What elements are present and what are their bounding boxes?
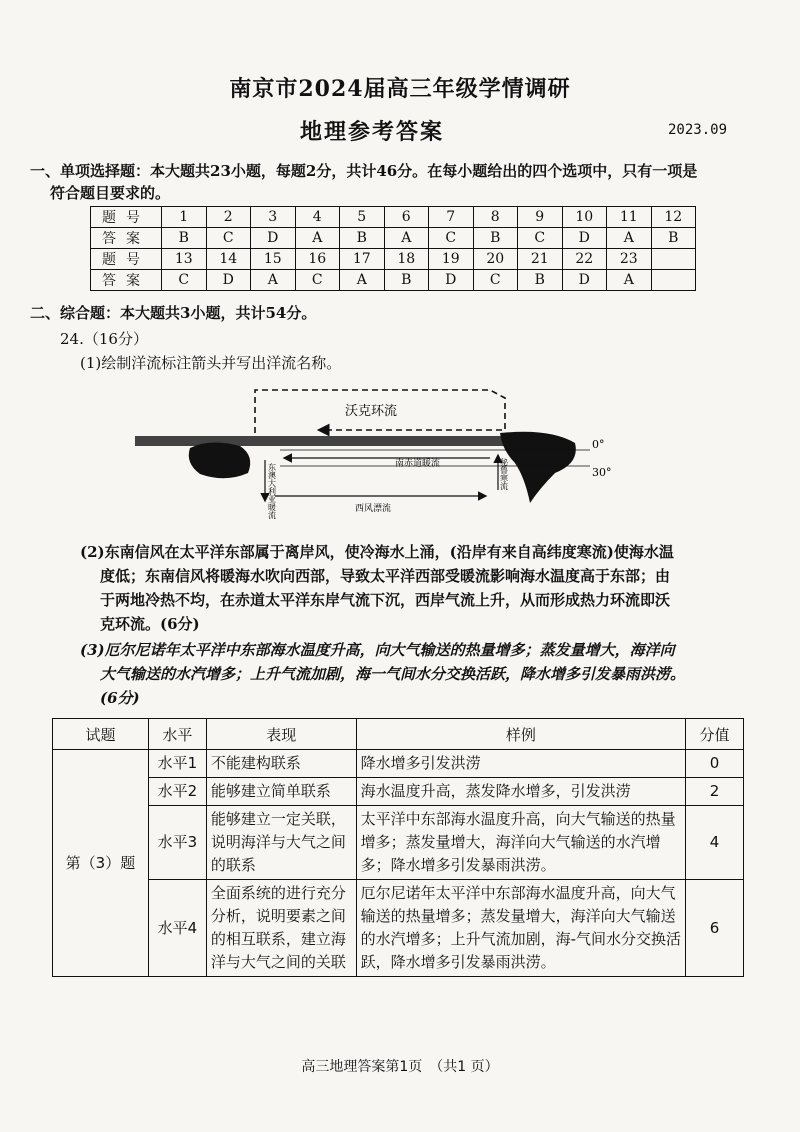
answer-row-2 (91, 270, 696, 291)
rubric-question-cell: 第（3）题 (53, 750, 149, 977)
rubric-header-row (53, 719, 744, 750)
rubric-row (53, 750, 744, 778)
rubric-example: 海水温度升高，蒸发降水增多，引发洪涝 (356, 778, 685, 806)
question-cell: 11 (607, 207, 652, 228)
page-footer: 高三地理答案第1页 （共1 页） (301, 1059, 499, 1075)
west-wind-label: 西风漂流 (355, 504, 392, 514)
question-cell: 7 (429, 207, 474, 228)
answer-cell: A (607, 228, 652, 249)
lat-0-label: 0° (592, 438, 605, 451)
rubric-score: 0 (686, 750, 744, 778)
question-cell: 20 (473, 249, 518, 270)
question-cell: 17 (340, 249, 385, 270)
page-subtitle: 地理参考答案 (300, 119, 445, 145)
rubric-performance: 不能建构联系 (206, 750, 356, 778)
answer-cell: A (607, 270, 652, 291)
rubric-example: 太平洋中东部海水温度升高，向大气输送的热量增多；蒸发量增大，海洋向大气输送的水汽增多；降水增多引发暴雨洪涝。 (356, 806, 685, 880)
section1-heading (30, 160, 740, 204)
question-cell: 10 (562, 207, 607, 228)
rubric-level: 水平4 (148, 880, 206, 977)
rubric-header: 水平 (148, 719, 206, 750)
question-cell: 23 (607, 249, 652, 270)
answer-24-3-line: (3)厄尔尼诺年太平洋中东部海水温度升高，向大气输送的热量增多；蒸发量增大，海洋向 (80, 641, 675, 659)
answer-cell: B (473, 228, 518, 249)
answer-cell: C (473, 270, 518, 291)
question-cell: 22 (562, 249, 607, 270)
rubric-score: 4 (686, 806, 744, 880)
rubric-header: 表现 (206, 719, 356, 750)
answer-cell: B (340, 228, 385, 249)
question-cell: 19 (429, 249, 474, 270)
question-cell: 6 (384, 207, 429, 228)
question-row-1 (91, 207, 696, 228)
answer-cell: D (562, 228, 607, 249)
question-cell: 21 (518, 249, 563, 270)
coastline-strip (135, 436, 535, 446)
section2-heading: 二、综合题：本大题共3小题，共计54分。 (30, 304, 317, 322)
answer-cell: D (206, 270, 251, 291)
rubric-row (53, 806, 744, 880)
rubric-example: 厄尔尼诺年太平洋中东部海水温度升高，向大气输送的热量增多；蒸发量增大，海洋向大气输送的水汽增多；上升气流加剧，海-气间水分交换活跃，降水增多引发暴雨洪涝。 (356, 880, 685, 977)
question-cell: 18 (384, 249, 429, 270)
answer-cell: C (429, 228, 474, 249)
rubric-row (53, 778, 744, 806)
walker-label: 沃克环流 (345, 404, 398, 419)
question-cell (651, 249, 696, 270)
answer-cell: B (384, 270, 429, 291)
question-cell: 1 (162, 207, 207, 228)
answer-24-2-line: 度低；东南信风将暖海水吹向西部，导致太平洋西部受暖流影响海水温度高于东部；由 (100, 567, 671, 585)
rubric-header: 试题 (53, 719, 149, 750)
south-america-landmass (500, 432, 576, 503)
question-cell: 12 (651, 207, 696, 228)
answer-cell: C (295, 270, 340, 291)
question-cell: 4 (295, 207, 340, 228)
ocean-current-map (130, 378, 630, 528)
answer-cell: D (251, 228, 296, 249)
answer-24-3 (80, 638, 760, 710)
question-cell: 2 (206, 207, 251, 228)
answer-cell: B (651, 228, 696, 249)
rubric-row (53, 880, 744, 977)
rubric-header: 分值 (686, 719, 744, 750)
answer-24-2-line: (2)东南信风在太平洋东部属于离岸风，使冷海水上涌，(沿岸有来自高纬度寒流)使海水温 (80, 543, 674, 561)
answer-cell: A (384, 228, 429, 249)
answer-cell: D (562, 270, 607, 291)
question-cell: 16 (295, 249, 340, 270)
answer-cell: C (162, 270, 207, 291)
section1-line1: 一、单项选择题：本大题共23小题，每题2分，共计46分。在每小题给出的四个选项中，只有一项是 (30, 162, 698, 180)
answer-cell: A (251, 270, 296, 291)
question-cell: 14 (206, 249, 251, 270)
answer-cell: C (518, 228, 563, 249)
answer-cell: D (429, 270, 474, 291)
rubric-performance: 能够建立一定关联，说明海洋与大气之间的联系 (206, 806, 356, 880)
scoring-rubric-table (52, 718, 744, 977)
lat-30-label: 30° (592, 466, 612, 479)
rubric-performance: 全面系统的进行充分分析，说明要素之间的相互联系，建立海洋与大气之间的关联 (206, 880, 356, 977)
answer-cell (651, 270, 696, 291)
question-cell: 3 (251, 207, 296, 228)
rubric-performance: 能够建立简单联系 (206, 778, 356, 806)
question-cell: 13 (162, 249, 207, 270)
row-label: 答案 (91, 270, 162, 291)
answer-cell: B (518, 270, 563, 291)
answer-24-2-line: 克环流。(6分) (100, 615, 200, 633)
answer-24-3-line: 大气输送的水汽增多；上升气流加剧，海一气间水分交换活跃，降水增多引发暴雨洪涝。 (100, 665, 686, 683)
rubric-score: 6 (686, 880, 744, 977)
page-title: 南京市2024届高三年级学情调研 (229, 76, 571, 102)
australia-landmass (189, 442, 250, 478)
document-date: 2023.09 (668, 122, 728, 138)
question-cell: 8 (473, 207, 518, 228)
rubric-example: 降水增多引发洪涝 (356, 750, 685, 778)
answer-table (90, 206, 696, 291)
answer-cell: A (295, 228, 340, 249)
answer-24-2 (80, 540, 760, 636)
answer-row-1 (91, 228, 696, 249)
question-24: 24.（16分） (60, 330, 148, 348)
rubric-level: 水平1 (148, 750, 206, 778)
answer-24-3-line: (6分) (100, 689, 140, 707)
answer-cell: B (162, 228, 207, 249)
rubric-level: 水平3 (148, 806, 206, 880)
question-cell: 5 (340, 207, 385, 228)
answer-cell: A (340, 270, 385, 291)
question-row-2 (91, 249, 696, 270)
question-cell: 15 (251, 249, 296, 270)
question-cell: 9 (518, 207, 563, 228)
rubric-level: 水平2 (148, 778, 206, 806)
east-australia-label: 东澳大利亚暖流 (267, 463, 277, 519)
row-label: 题号 (91, 249, 162, 270)
south-eq-label: 南赤道暖流 (395, 459, 441, 469)
answer-cell: C (206, 228, 251, 249)
question-24-1: (1)绘制洋流标注箭头并写出洋流名称。 (80, 354, 342, 372)
section1-line2: 符合题目要求的。 (50, 184, 171, 202)
peru-current-label: 秘鲁寒流 (499, 458, 509, 490)
row-label: 题号 (91, 207, 162, 228)
answer-24-2-line: 于两地冷热不均，在赤道太平洋东岸气流下沉，西岸气流上升，从而形成热力环流即沃 (100, 591, 671, 609)
row-label: 答案 (91, 228, 162, 249)
rubric-header: 样例 (356, 719, 685, 750)
rubric-score: 2 (686, 778, 744, 806)
